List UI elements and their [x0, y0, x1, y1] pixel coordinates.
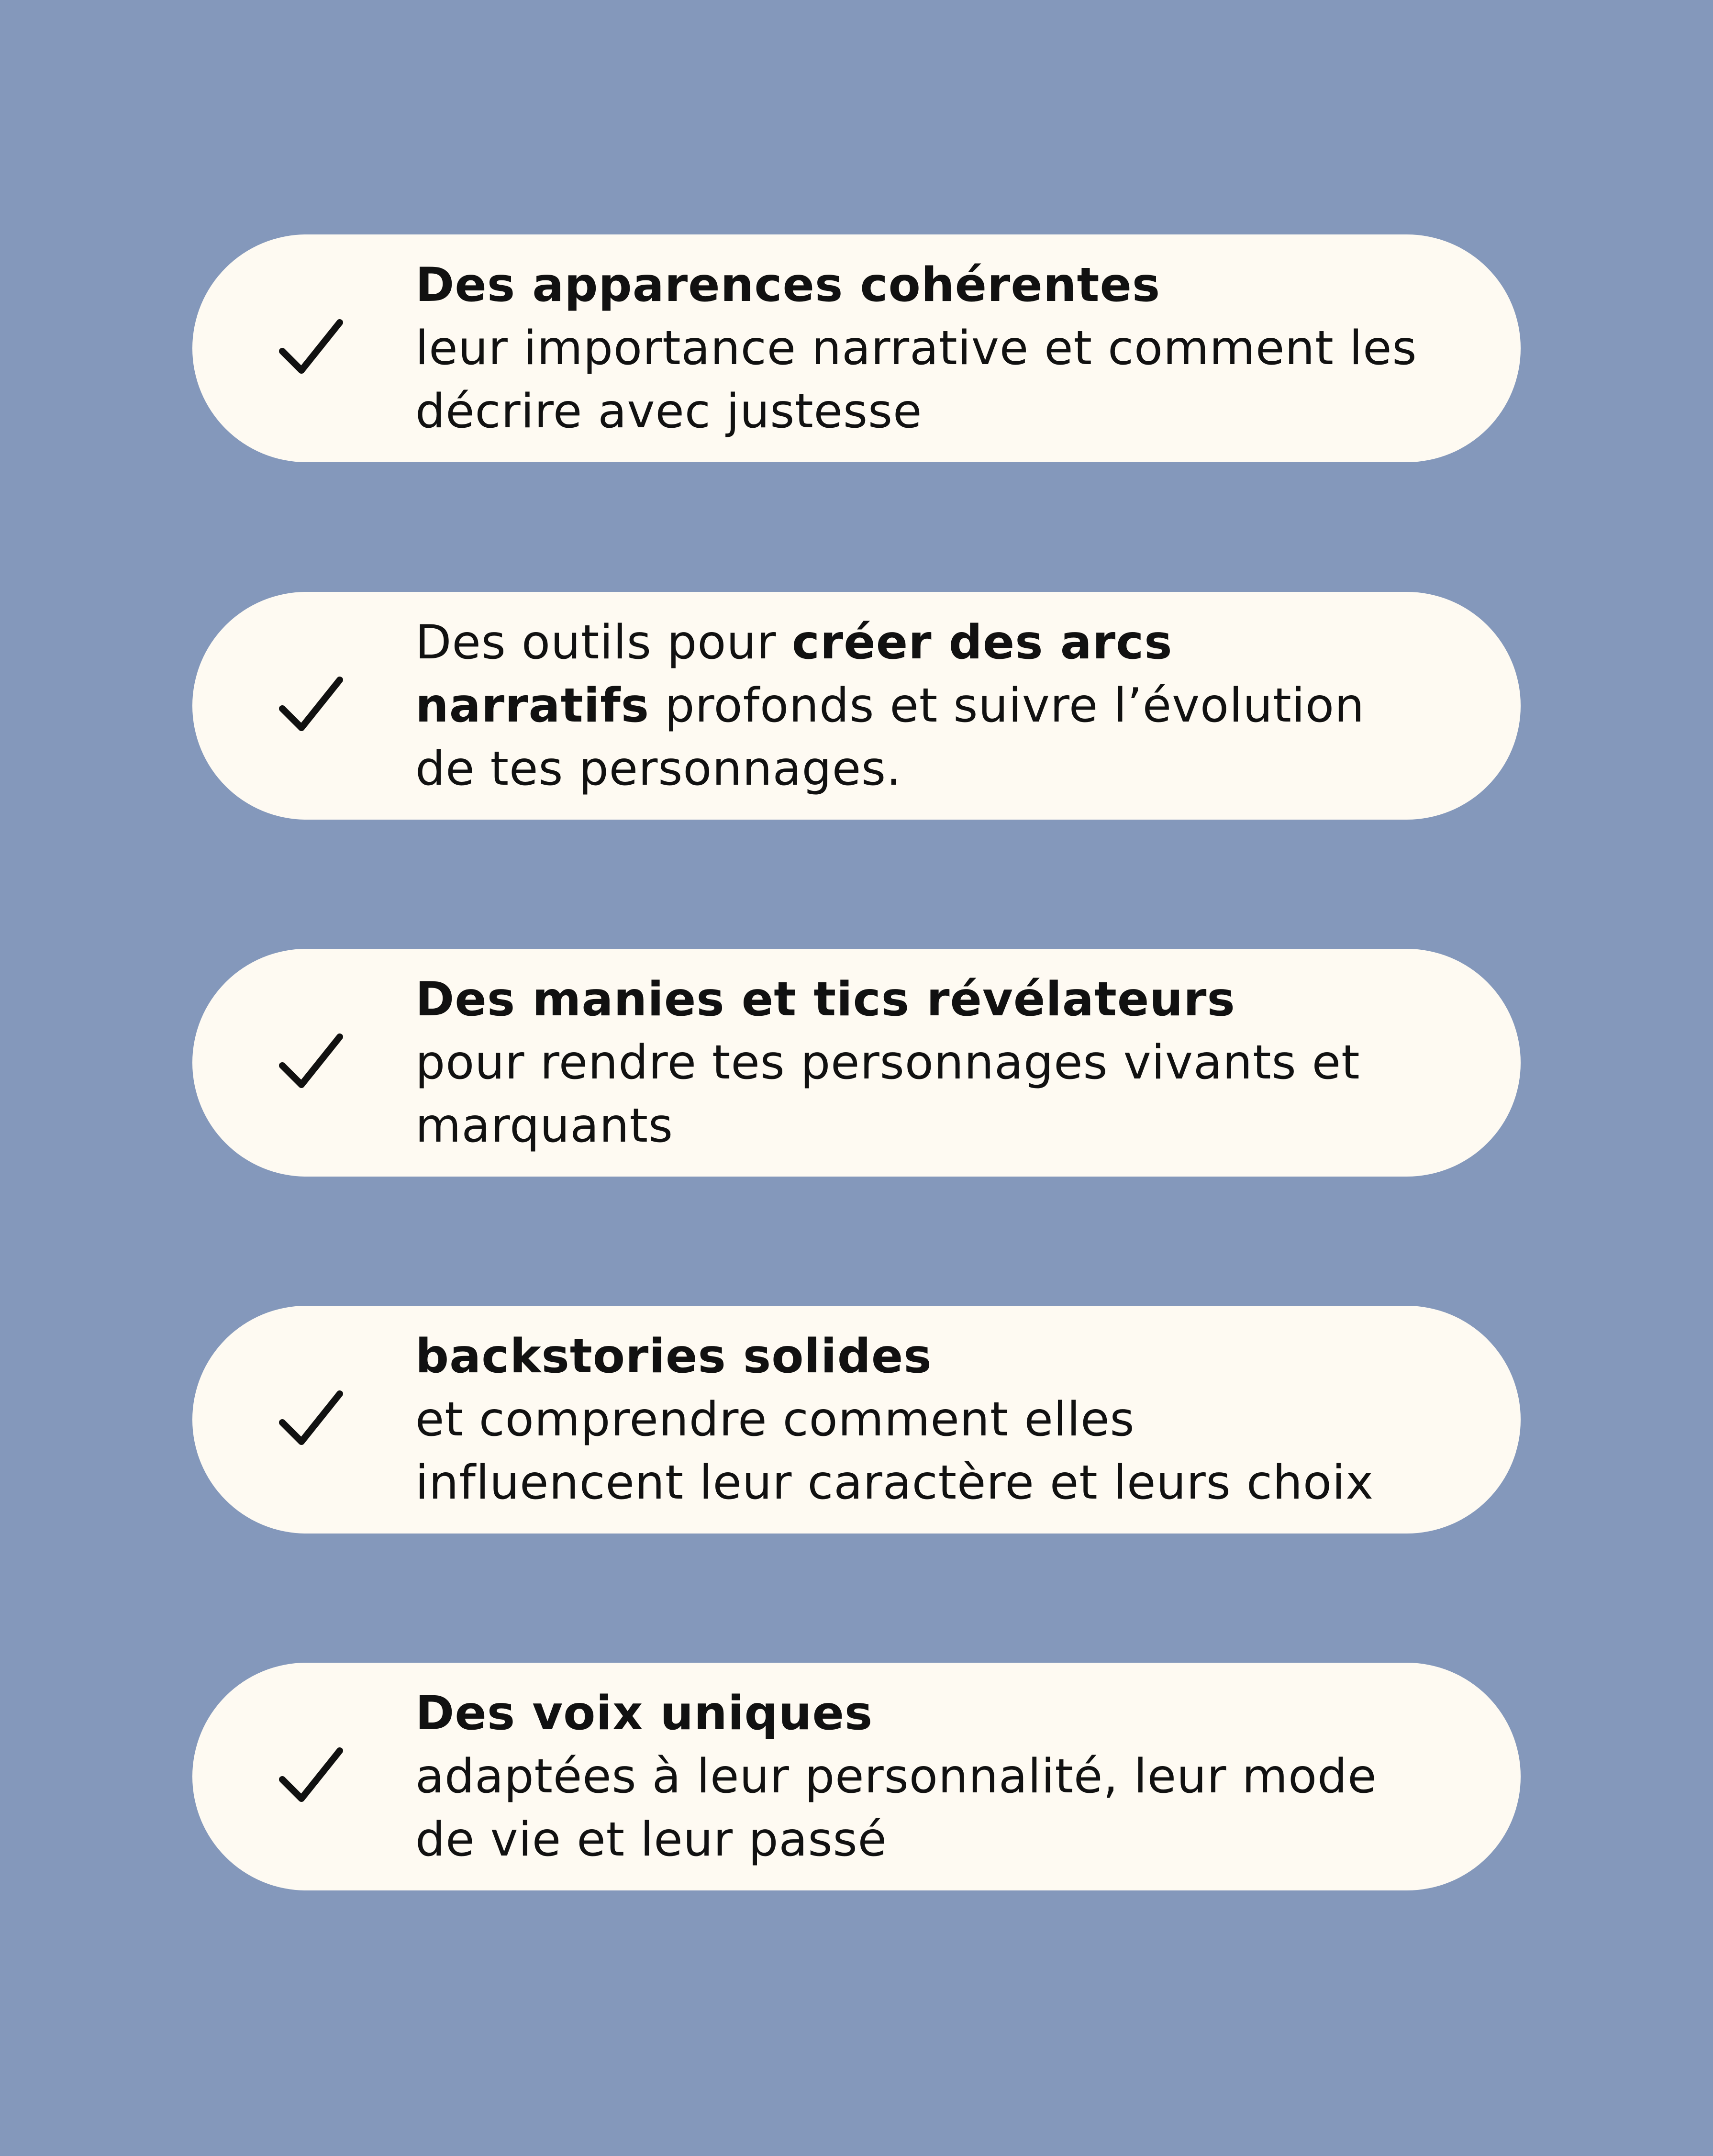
feature-description-line: pour rendre tes personnages vivants et [415, 1035, 1360, 1090]
feature-text-2 [415, 611, 1458, 800]
feature-regular-text: Des outils pour [415, 615, 792, 670]
checkmark-icon [278, 1388, 345, 1450]
feature-line [415, 674, 1458, 737]
feature-card-4 [192, 1306, 1521, 1534]
feature-text-4 [415, 1325, 1458, 1514]
feature-title: Des apparences cohérentes [415, 258, 1161, 312]
feature-title: Des voix uniques [415, 1686, 873, 1741]
feature-bold-text: narratifs [415, 678, 650, 733]
feature-card-5 [192, 1663, 1521, 1890]
feature-text-5 [415, 1682, 1458, 1871]
feature-line [415, 611, 1458, 674]
feature-description-line: leur importance narrative et comment les [415, 321, 1417, 376]
feature-regular-text: profonds et suivre l’évolution [649, 678, 1365, 733]
checkmark-icon [278, 1745, 345, 1807]
feature-card-1 [192, 234, 1521, 462]
feature-description-line: de vie et leur passé [415, 1812, 887, 1867]
checkmark-icon [278, 317, 345, 379]
feature-description-line: et comprendre comment elles [415, 1392, 1135, 1447]
feature-text-3 [415, 968, 1458, 1157]
checkmark-icon [278, 674, 345, 736]
feature-description-line: marquants [415, 1099, 674, 1153]
feature-title: Des manies et tics révélateurs [415, 972, 1235, 1027]
feature-card-3 [192, 949, 1521, 1177]
feature-card-2 [192, 592, 1521, 820]
checkmark-icon [278, 1031, 345, 1093]
feature-description-line: décrire avec justesse [415, 384, 923, 439]
feature-text-1 [415, 254, 1458, 443]
feature-title: backstories solides [415, 1329, 932, 1384]
feature-description-line: adaptées à leur personnalité, leur mode [415, 1749, 1377, 1804]
feature-description-line: influencent leur caractère et leurs choix [415, 1456, 1374, 1510]
feature-description-line: de tes personnages. [415, 742, 902, 796]
feature-bold-text: créer des arcs [791, 615, 1173, 670]
